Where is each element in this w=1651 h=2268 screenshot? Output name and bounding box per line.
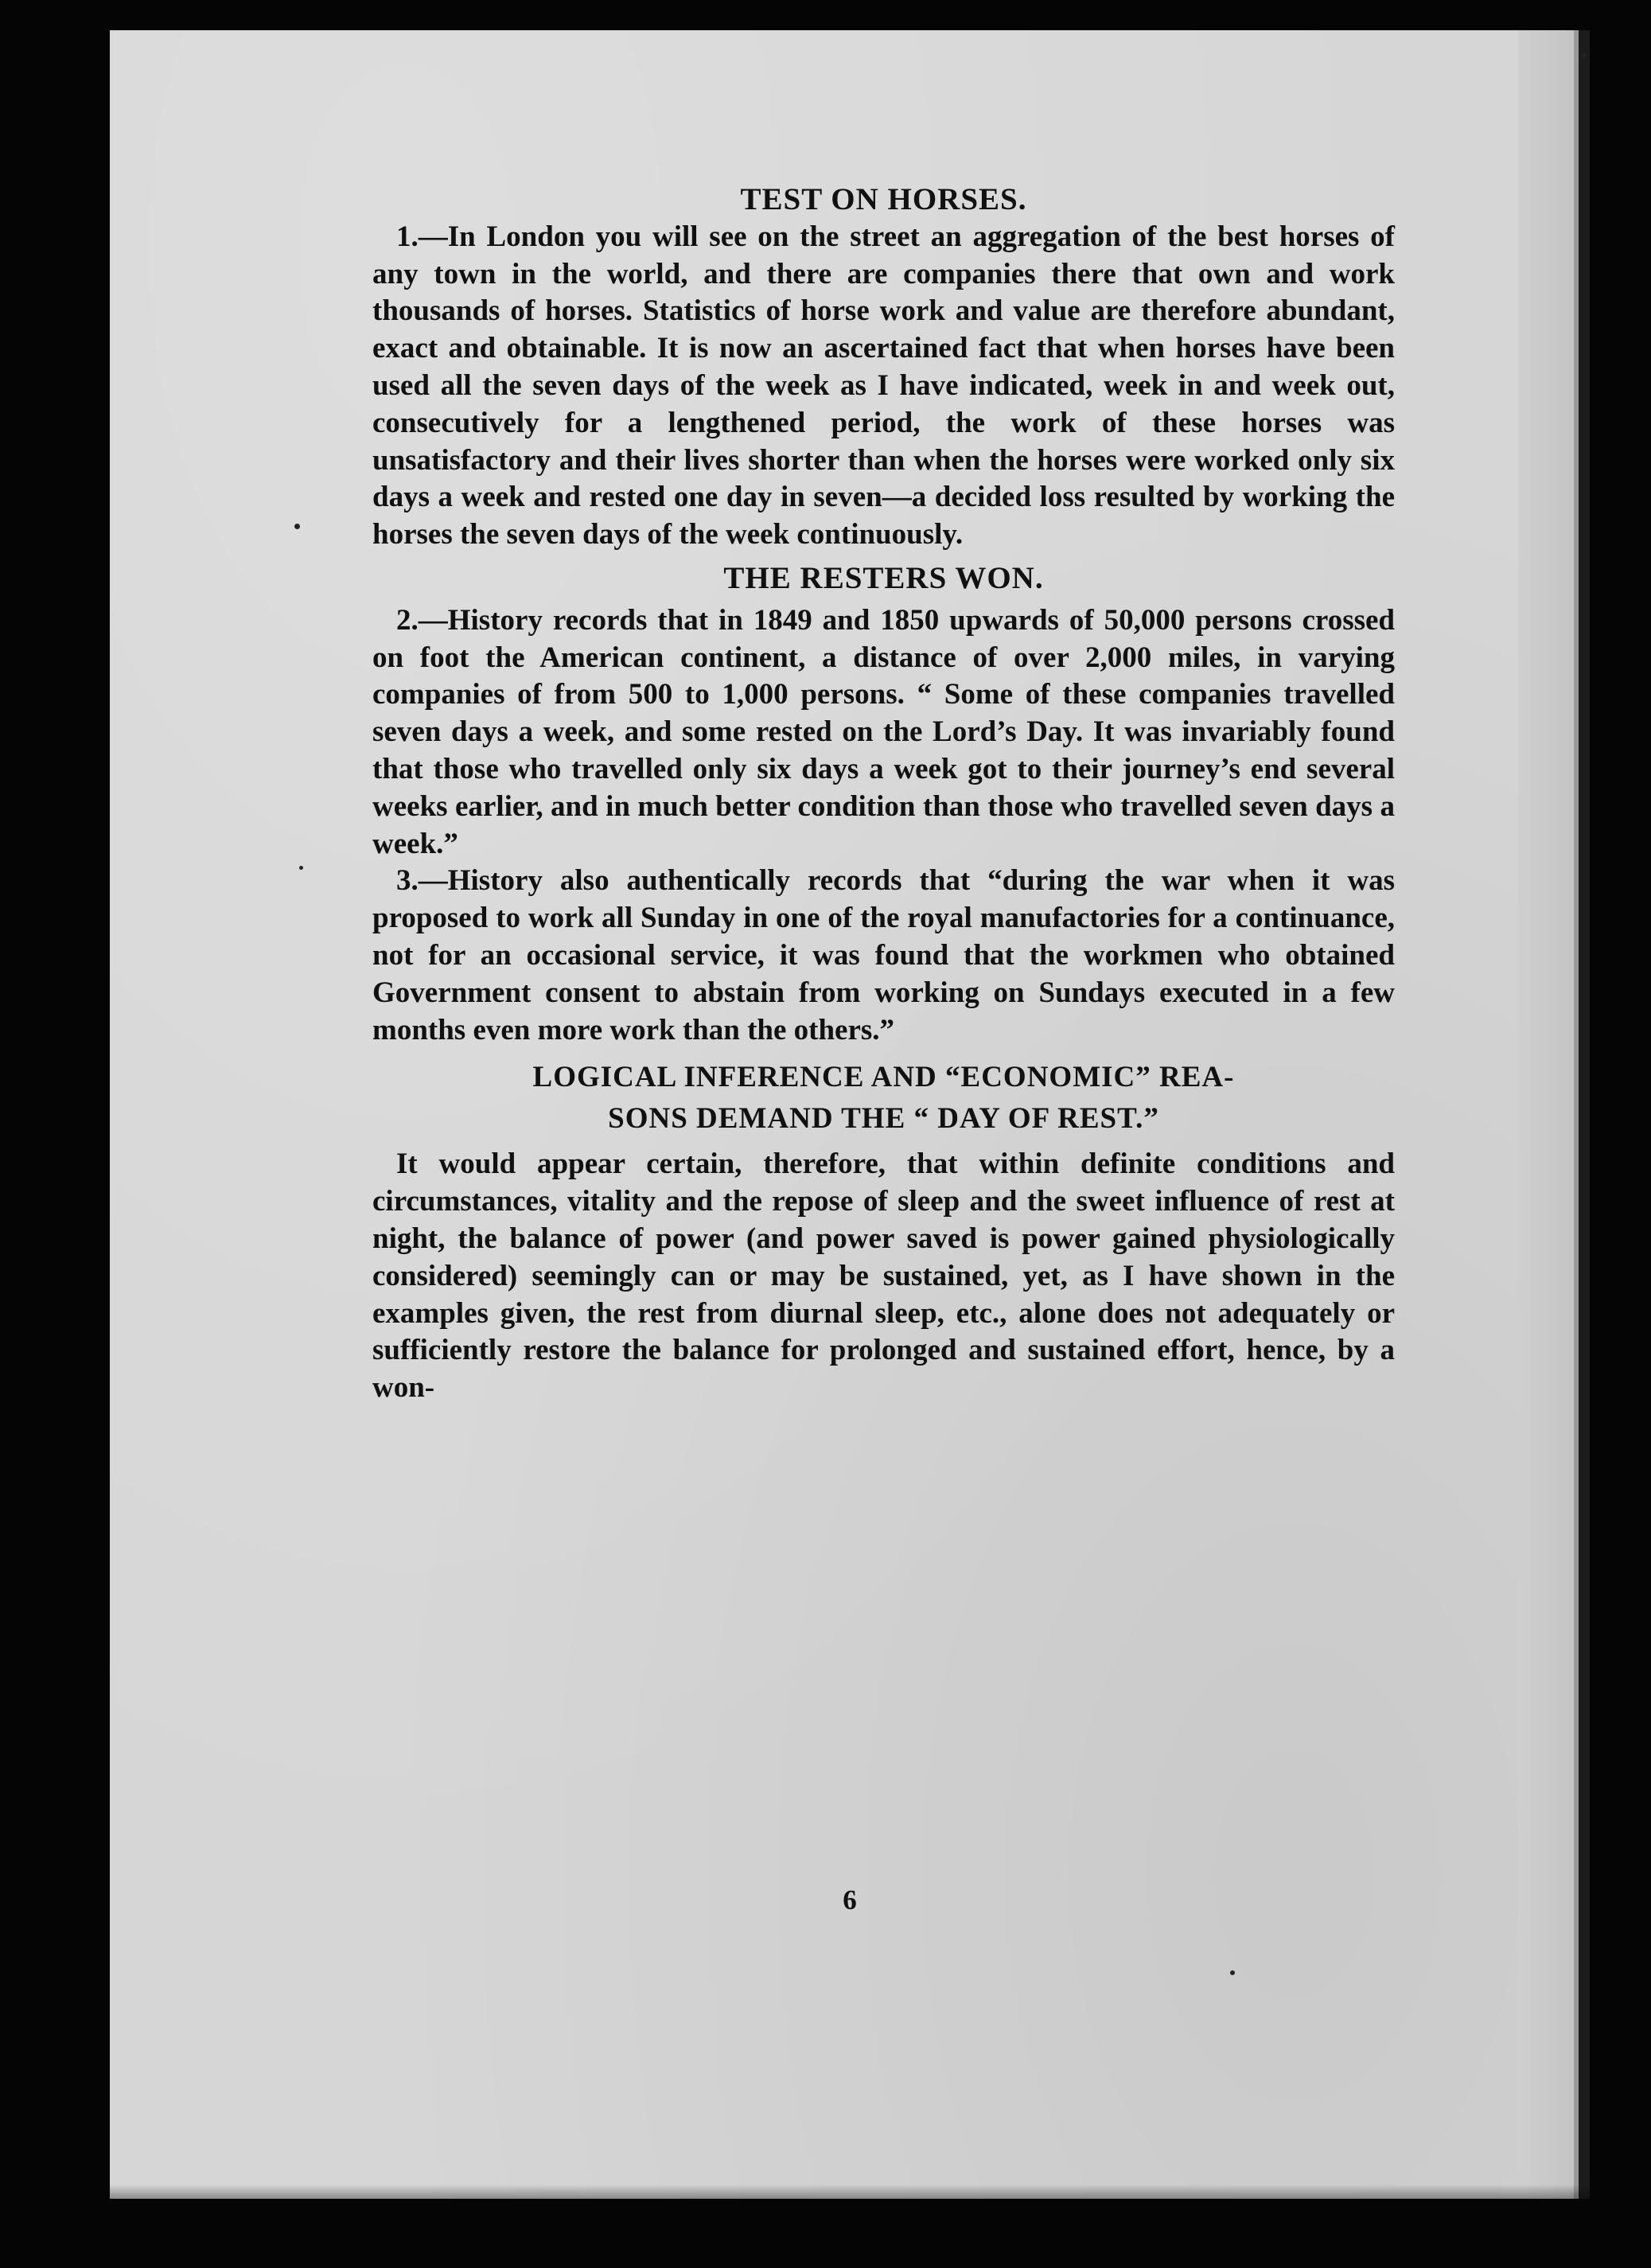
paragraph-2: 2.—History records that in 1849 and 1850 upwards of 50,000 persons crossed on foot the American continent, a distance of over 2,000 miles, in varying companies of from 500 to 1,000 persons. “ Some of these companies travelled seven days a week, and some rested on the Lord’s Day. It was invariably found that those who travelled only six days a week got to their journey’s end several weeks earlier, and in much better condition than those who travelled seven days a week.” xyxy=(372,603,1395,860)
paragraph-1: 1.—In London you will see on the street an aggregation of the best horses of any town in the world, and there are companies there that own and work thousands of horses. Statistics of horse work and value are therefore abundant, exact and obtainable. It is now an ascertained fact that when horses have been used all the seven days of the week as I have indicated, week in and week out, consecutively for a lengthened period, the work of these horses was unsatisfactory and their lives shorter than when the horses were worked only six days a week and rested one day in seven—a decided loss resulted by working the horses the seven days of the week continuously. xyxy=(372,220,1395,551)
paragraph-4: It would appear certain, therefore, that within definite conditions and circumstances, vitality and the repose of sleep and the sweet influence of rest at night, the balance of power (and power saved is power gained physiologically considered) seemingly can or may be sustained, yet, as I have shown in the examples given, the rest from diurnal sleep, etc., alone does not adequately or sufficiently restore the balance for prolonged and sustained effort, hence, by a won- xyxy=(372,1148,1395,1405)
speck-mark xyxy=(299,866,303,870)
facing-page-strip xyxy=(1518,30,1574,2199)
speck-mark xyxy=(1230,1970,1235,1975)
speck-mark xyxy=(1582,53,1587,57)
page-number: 6 xyxy=(843,1884,857,1915)
page-bottom-edge xyxy=(110,2184,1590,2199)
heading-logical-line-2: SONS DEMAND THE “ DAY OF REST.” xyxy=(608,1102,1159,1136)
paragraph-3: 3.—History also authentically records that “during the war when it was proposed to work all Sunday in one of the royal manufactories for a continuance, not for an occasional service, it was found that the workmen who obtained Government consent to abstain from working on Sundays executed in a few months even more work than the others.” xyxy=(372,864,1395,1046)
heading-logical-line-1: LOGICAL INFERENCE AND “ECONOMIC” REA- xyxy=(532,1061,1235,1094)
heading-logical-inference xyxy=(372,1057,1395,1140)
book-spine xyxy=(1579,30,1590,2199)
heading-test-on-horses: TEST ON HORSES. xyxy=(740,182,1027,216)
scanned-page xyxy=(110,30,1590,2199)
speck-mark xyxy=(294,524,300,529)
text-block xyxy=(372,181,1395,1407)
heading-resters-won: THE RESTERS WON. xyxy=(723,560,1044,595)
